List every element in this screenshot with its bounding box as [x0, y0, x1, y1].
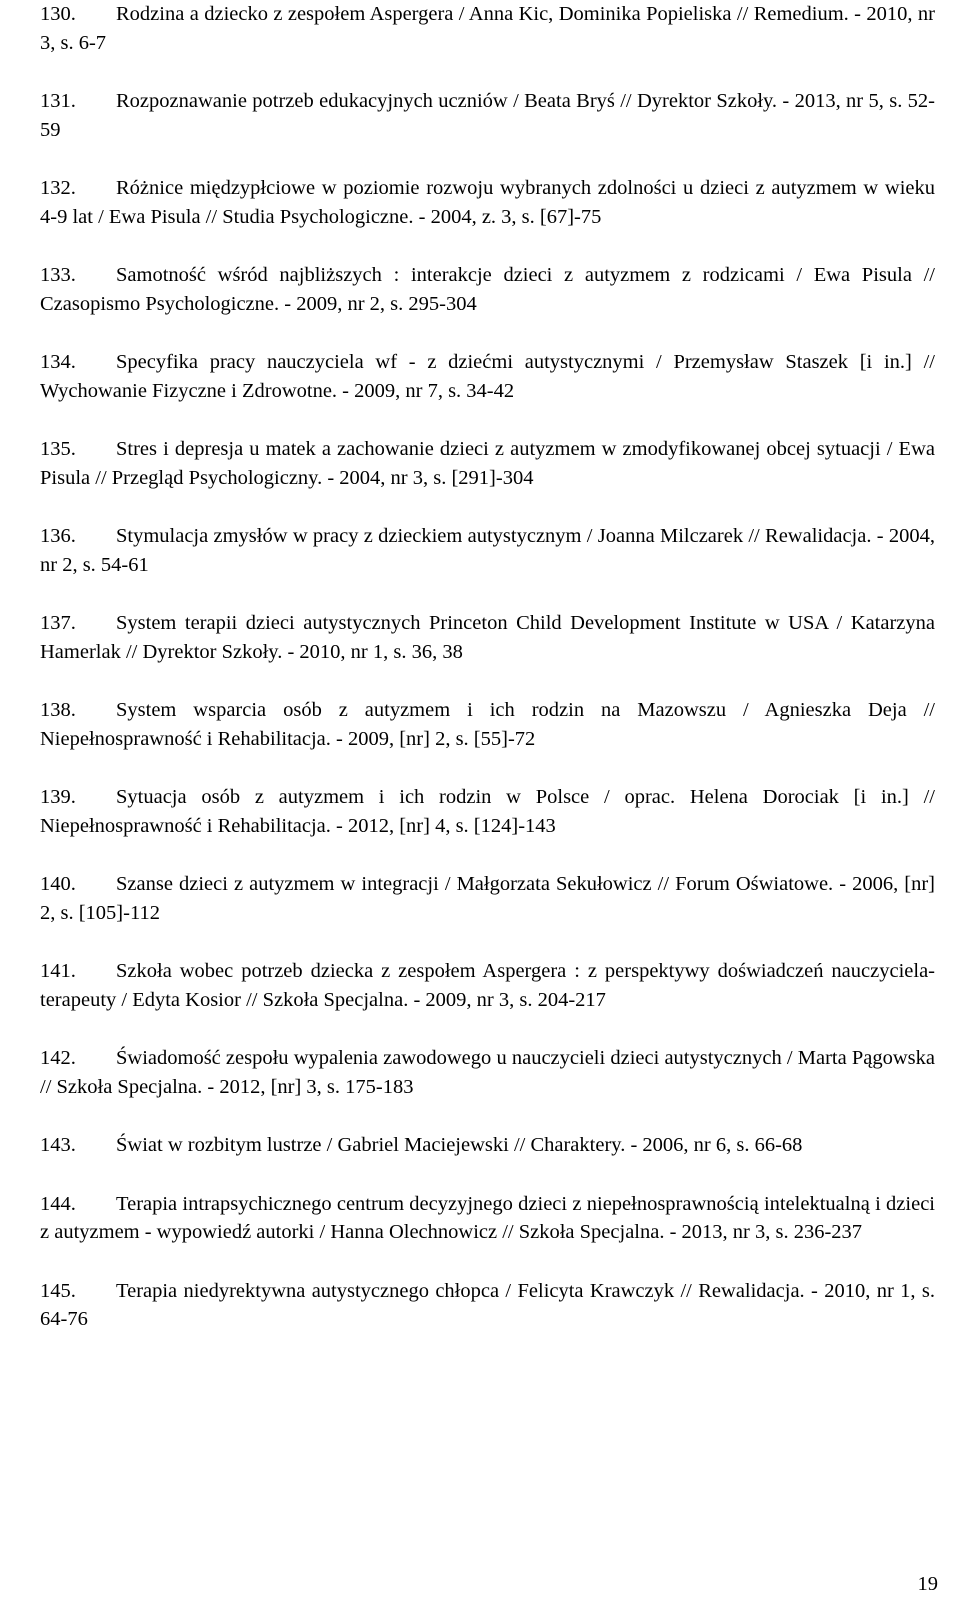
bibliography-entry — [40, 783, 935, 840]
page-number: 19 — [917, 1573, 938, 1595]
entry-text: Specyfika pracy nauczyciela wf - z dziećmi autystycznymi / Przemysław Staszek [i in.] // Wychowanie Fizyczne i Zdrowotne. - 2009, nr 7, s. 34-42 — [40, 351, 935, 402]
entry-number: 139. — [40, 786, 76, 808]
bibliography-entry — [40, 1190, 935, 1247]
bibliography-entry — [40, 609, 935, 666]
entry-text: Rodzina a dziecko z zespołem Aspergera / Anna Kic, Dominika Popieliska // Remedium. - 2010, nr 3, s. 6-7 — [40, 3, 935, 54]
entry-text: Stres i depresja u matek a zachowanie dzieci z autyzmem w zmodyfikowanej obcej sytuacji / Ewa Pisula // Przegląd Psychologiczny. - 2004, nr 3, s. [291]-304 — [40, 438, 935, 489]
entry-number: 143. — [40, 1134, 76, 1156]
entry-number: 131. — [40, 90, 76, 112]
bibliography-entry — [40, 696, 935, 753]
bibliography-entry — [40, 348, 935, 405]
entry-number: 135. — [40, 438, 76, 460]
entry-number: 137. — [40, 612, 76, 634]
bibliography-entry — [40, 261, 935, 318]
entry-number: 134. — [40, 351, 76, 373]
entry-text: Świadomość zespołu wypalenia zawodowego u nauczycieli dzieci autystycznych / Marta Pągowska // Szkoła Specjalna. - 2012, [nr] 3, s. 175-183 — [40, 1047, 935, 1098]
bibliography-entry — [40, 435, 935, 492]
entry-text: System terapii dzieci autystycznych Princeton Child Development Institute w USA / Katarzyna Hamerlak // Dyrektor Szkoły. - 2010, nr 1, s. 36, 38 — [40, 612, 935, 663]
bibliography-list — [40, 0, 935, 1334]
entry-number: 136. — [40, 525, 76, 547]
entry-text: System wsparcia osób z autyzmem i ich rodzin na Mazowszu / Agnieszka Deja // Niepełnosprawność i Rehabilitacja. - 2009, [nr] 2, s. [55]-72 — [40, 699, 935, 750]
entry-number: 132. — [40, 177, 76, 199]
bibliography-page — [40, 0, 935, 1364]
bibliography-entry — [40, 1277, 935, 1334]
bibliography-entry — [40, 1044, 935, 1101]
bibliography-entry — [40, 957, 935, 1014]
bibliography-entry — [40, 1131, 935, 1160]
entry-text: Szanse dzieci z autyzmem w integracji / Małgorzata Sekułowicz // Forum Oświatowe. - 2006, [nr] 2, s. [105]-112 — [40, 873, 935, 924]
entry-text: Rozpoznawanie potrzeb edukacyjnych uczniów / Beata Bryś // Dyrektor Szkoły. - 2013, nr 5, s. 52-59 — [40, 90, 935, 141]
entry-text: Terapia niedyrektywna autystycznego chłopca / Felicyta Krawczyk // Rewalidacja. - 2010, nr 1, s. 64-76 — [40, 1279, 935, 1330]
entry-number: 142. — [40, 1047, 76, 1069]
bibliography-entry — [40, 522, 935, 579]
bibliography-entry — [40, 870, 935, 927]
entry-text: Terapia intrapsychicznego centrum decyzyjnego dzieci z niepełnosprawnością intelektualną i dzieci z autyzmem - wypowiedź autorki / Hanna Olechnowicz // Szkoła Specjalna. - 2013, nr 3, s. 236-237 — [40, 1192, 935, 1243]
entry-number: 138. — [40, 699, 76, 721]
entry-text: Szkoła wobec potrzeb dziecka z zespołem Aspergera : z perspektywy doświadczeń nauczyciela-terapeuty / Edyta Kosior // Szkoła Specjalna. - 2009, nr 3, s. 204-217 — [40, 960, 935, 1011]
entry-text: Świat w rozbitym lustrze / Gabriel Maciejewski // Charaktery. - 2006, nr 6, s. 66-68 — [116, 1134, 803, 1156]
entry-text: Stymulacja zmysłów w pracy z dzieckiem autystycznym / Joanna Milczarek // Rewalidacja. - 2004, nr 2, s. 54-61 — [40, 525, 935, 576]
entry-number: 141. — [40, 960, 76, 982]
entry-text: Różnice międzypłciowe w poziomie rozwoju wybranych zdolności u dzieci z autyzmem w wieku 4-9 lat / Ewa Pisula // Studia Psychologiczne. - 2004, z. 3, s. [67]-75 — [40, 177, 935, 228]
entry-number: 144. — [40, 1192, 76, 1215]
entry-number: 133. — [40, 264, 76, 286]
entry-number: 145. — [40, 1279, 76, 1302]
entry-number: 140. — [40, 873, 76, 895]
bibliography-entry — [40, 174, 935, 231]
entry-text: Sytuacja osób z autyzmem i ich rodzin w Polsce / oprac. Helena Dorociak [i in.] // Niepełnosprawność i Rehabilitacja. - 2012, [nr] 4, s. [124]-143 — [40, 786, 935, 837]
bibliography-entry — [40, 87, 935, 144]
entry-number: 130. — [40, 3, 76, 25]
entry-text: Samotność wśród najbliższych : interakcje dzieci z autyzmem z rodzicami / Ewa Pisula // Czasopismo Psychologiczne. - 2009, nr 2, s. 295-304 — [40, 264, 935, 315]
bibliography-entry — [40, 0, 935, 57]
